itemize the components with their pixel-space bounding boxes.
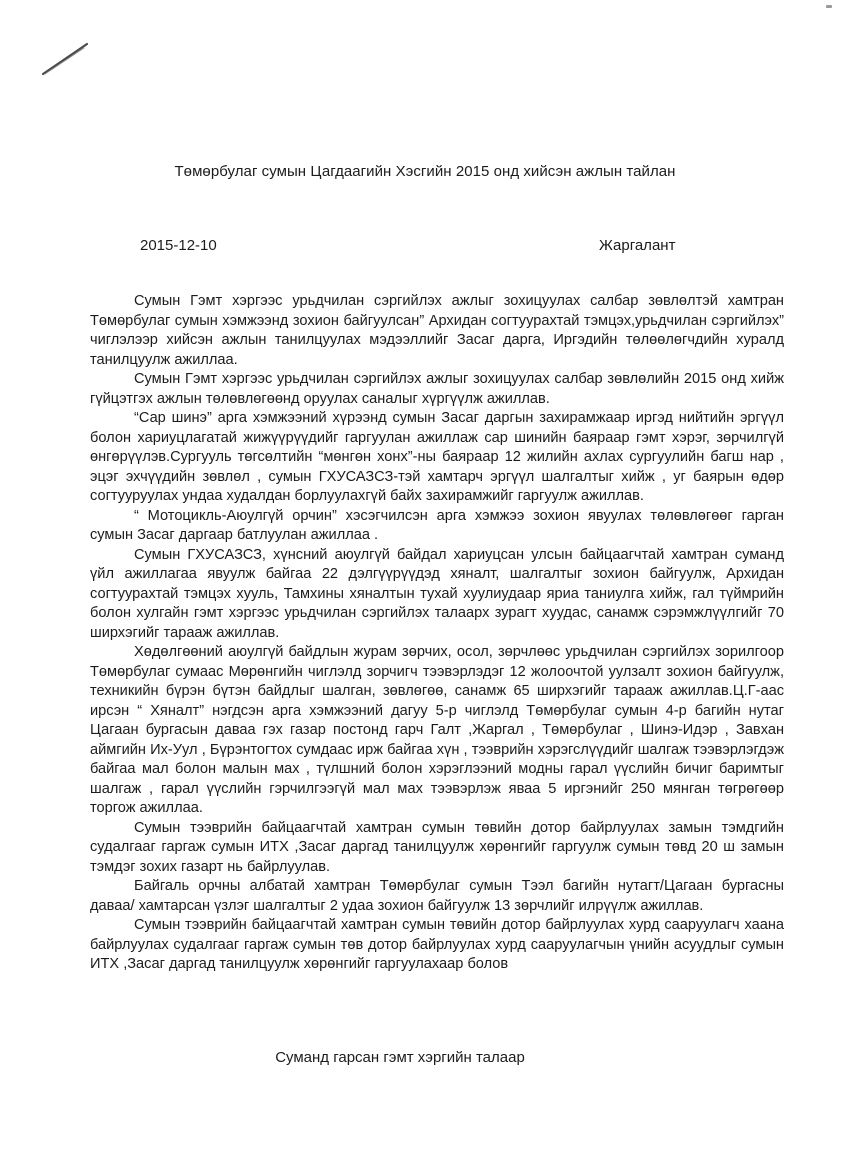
paragraph: Сумын Гэмт хэргээс урьдчилан сэргийлэх ажлыг зохицуулах салбар зөвлөлтэй хамтран Төмөрбулаг сумын хэмжээнд зохион байгуулсан” Архидан согтуурахтай тэмцэх,урьдчилан сэргийлэх” чиглэлээр хийсэн ажлын танилцуулах мэдээллийг Засаг дарга, Иргэдийн төлөөлөгчдийн хуралд танилцуулж ажиллаа. [90,293,784,368]
report-body [90,292,784,975]
paragraph: Сумын ГХУСАЗСЗ, хүнсний аюулгүй байдал хариуцсан улсын байцаагчтай хамтран суманд үйл ажиллагаа явуулж байгаа 22 дэлгүүрүүдэд хяналт, шалгалтыг зохион байгуулж, Архидан согтуурахтай тэмцэх хууль, Тамхины хяналтын тухай хуулиудаар яриа таниулга хийж, гал түймрийн болон хулгайн гэмт хэргээс урьдчилан сэргийлэх талаарх зурагт хуудас, санамж сэрэмжлүүлгийг 70 ширхэгийг тарааж ажиллав. [90,546,784,641]
paragraph: Сумын Гэмт хэргээс урьдчилан сэргийлэх ажлыг зохицуулах салбар зөвлөлийн 2015 онд хийж гүйцэтгэх ажлын төлөвлөгөөнд оруулах саналыг хүргүүлж ажиллав. [90,371,784,407]
report-date: 2015-12-10 [140,237,217,254]
paragraph: “ Мотоцикль-Аюулгүй орчин” хэсэгчилсэн арга хэмжээ зохион явуулах төлөвлөгөөг гарган сумын Засаг даргаар батлуулан ажиллаа . [90,507,784,543]
section-heading: Суманд гарсан гэмт хэргийн талаар [275,1049,525,1066]
document-title: Төмөрбулаг сумын Цагдаагийн Хэсгийн 2015 онд хийсэн ажлын тайлан [174,163,676,180]
paragraph: Хөдөлгөөний аюулгүй байдлын журам зөрчих, осол, зөрчлөөс урьдчилан сэргийлэх зорилгоор Төмөрбулаг сумаас Мөрөнгийн чиглэлд зорчигч тээвэрлэдэг 12 жолоочтой уулзалт зохион байгуулж, техникийн бүрэн бүтэн байдлыг шалган, зөвлөгөө, санамж 65 ширхэгийг тарааж ажиллав.Ц.Г-аас ирсэн “ Хяналт” нэгдсэн арга хэмжээний дагуу 5-р чиглэлд Төмөрбулаг сумын 4-р багийн нутаг Цагаан бургасын даваа гэх газар постонд гарч Галт ,Жаргал , Төмөрбулаг , Шинэ-Идэр , Завхан аймгийн Их-Уул , Бүрэнтогтох сумдаас ирж байгаа хүн , тээврийн хэрэгслүүдийг шалгаж тээвэрлэгдэж байгаа мал болон малын мах , түлшний болон хэрэглээний модны гарал үүслийн бичиг баримтыг шалгаж , гарал үүслийн гэрчилгээгүй мал мах тээвэрлэж яваа 5 иргэнийг 250 мянган төгрөгөөр торгож ажиллаа. [90,644,784,816]
paragraph: Сумын тээврийн байцаагчтай хамтран сумын төвийн дотор байрлуулах замын тэмдгийн судалгааг гаргаж сумын ИТХ ,Засаг даргад танилцуулж хөрөнгийг гаргуулж сумын төвд 20 ш замын тэмдэг зохих газарт нь байрлуулав. [90,819,784,875]
report-place: Жаргалант [599,237,676,254]
pen-stroke-mark [40,40,90,80]
paragraph: “Сар шинэ” арга хэмжээний хүрээнд сумын Засаг даргын захирамжаар иргэд нийтийн эргүүл болон хариуцлагатай жижүүрүүдийг гаргуулан ажиллаж сар шинийн баяраар гэмт хэрэг, зөрчилгүй өнгөрүүлэв.Сургууль төгсөлтийн “мөнгөн хонх”-ны баяраар 12 жилийн ахлах сургуулийн багш нар , эцэг эхчүүдийн зөвлөл , сумын ГХУСАЗСЗ-тэй хамтарч эргүүл шалгалтыг хийж , уг баярын өдөр согтууруулах ундаа худалдан борлуулахгүй байх захирамжийг гаргуулж ажиллав. [90,410,784,504]
paragraph: Байгаль орчны албатай хамтран Төмөрбулаг сумын Тээл багийн нутагт/Цагаан бургасны даваа/ хамтарсан үзлэг шалгалтыг 2 удаа зохион байгуулж 13 зөрчлийг илрүүлж ажиллав. [90,878,784,914]
scan-speck [826,5,832,8]
paragraph: Сумын тээврийн байцаагчтай хамтран сумын төвийн дотор байрлуулах хурд сааруулагч хаана байрлуулах судалгааг гаргаж сумын төв дотор байрлуулах хурд сааруулагчын үнийн асуудлыг сумын ИТХ ,Засаг даргад танилцуулж хөрөнгийг гаргуулахаар болов [90,917,784,972]
